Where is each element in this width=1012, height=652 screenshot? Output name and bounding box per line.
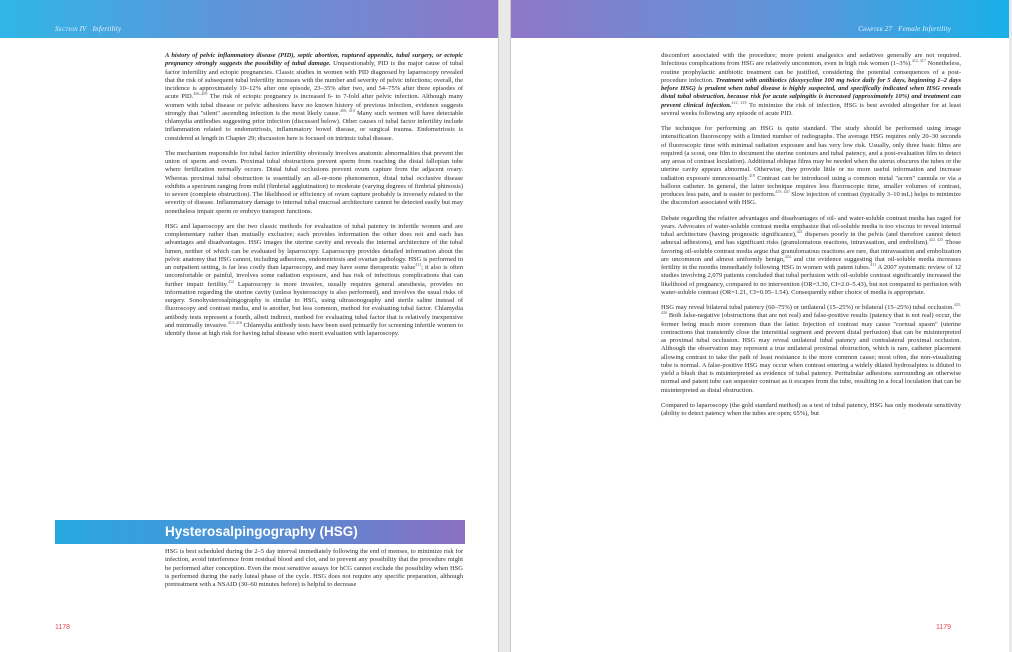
reference: 411 xyxy=(870,261,877,267)
section-label: Section IV xyxy=(55,25,87,33)
left-running-head xyxy=(55,25,121,33)
reference: 419, 420 xyxy=(775,188,790,194)
paragraph: Compared to laparoscopy (the gold standard method) as a test of tubal patency, HSG has only moderate sensitivity (ability to detect patency when the tubes are open; 65%), but xyxy=(661,401,961,417)
right-page xyxy=(510,0,1009,652)
right-running-head xyxy=(858,25,951,33)
reference: 412, 417 xyxy=(911,58,926,64)
page-number: 1179 xyxy=(935,624,951,631)
paragraph: The mechanism responsible for tubal factor infertility obviously involves anatomic abnormalities that prevent the union of sperm and ovum. Proximal tubal obstructions prevent sperm from reaching the distal fallopian tube where fertilization normally occurs. Distal tubal occlusions prevent ovum capture from the adjacent ovary. Whereas proximal tubal obstruction is essentially an all-or-none phenomenon, distal tubal occlusive disease exhibits a spectrum ranging from mild (fimbrial agglutination) to moderate (varying degrees of fimbrial phimosis) to severe (complete obstruction). The likelihood or efficiency of ovum capture probably is inversely related to the severity of disease. Inflammatory damage to internal tubal mucosal architecture cannot be detected easily but may nonetheless impair sperm or embryo transport functions. xyxy=(165,149,463,215)
paragraph: HSG is best scheduled during the 2–5 day interval immediately following the end of menses, to minimize risk for infection, avoid interference from residual blood and clot, and to prevent any possibility that the procedure might be performed after conception. Even the most sensitive assays for hCG cannot exclude the possibility when HSG is performed during the early luteal phase of the cycle. HSG does not require any specific preparation, although pretreatment with a NSAID (30–60 minutes before) is helpful to decrease xyxy=(165,548,463,588)
reference: 421 xyxy=(796,228,803,234)
paragraph: The technique for performing an HSG is quite standard. The study should be performed using image intensification fluoroscopy with a limited number of radiographs. The average HSG requires only 20–30 seconds of fluoroscopic time with minimal radiation exposure and has very low risk. Usually, only three basic films are required (a scout, one film to document the uterine contours and tubal patency, and a post-evaluation film to detect any areas of contrast loculation). Additional oblique films may be needed when the uterus obscures the tubes or the uterine cavity appears abnormal. Otherwise, they provide little or no more useful information and increase radiation exposure unnecessarily.$^{419}$ Contrast can be introduced using a common metal "acorn" cannula or via a balloon catheter. In general, the latter technique requires less fluoroscopic time, smaller volumes of contrast, produces less pain, and is easier to perform.$^{419, 420}$ Slow injection of contrast (typically 3–10 mL) helps to minimize the discomfort associated with HSG. xyxy=(661,125,962,207)
left-column-top xyxy=(165,52,463,338)
section-title: Infertility xyxy=(92,25,122,33)
reference: 425, 426 xyxy=(661,301,961,316)
paragraph: Debate regarding the relative advantages and disadvantages of oil- and water-soluble contrast media has raged for years. Advocates of water-soluble contrast media emphasize that oil-soluble media is too viscous to reveal internal tubal architecture (having prognostic significance),$^{421}$ disperses poorly in the pelvis (and therefore cannot detect adnexal adhesions), and has significant risks (granulomatous reactions, intravasation, and embolism).$^{422, 423}$ Those favoring oil-soluble contrast media argue that granulomatous reactions are rare, that intravasation and embolization are uncommon and almost uniformly benign,$^{424}$ and cite evidence suggesting that oil-soluble media increases fertility in the months immediately following HSG in women with patent tubes.$^{411}$ A 2007 systematic review of 12 studies involving 2,079 patients concluded that tubal perfusion with oil-soluble contrast significantly increased the likelihood of pregnancy, compared to no intervention (OR=3.30, CI=2.0–5.43), but not compared to perfusion with water-soluble contrast (OR=1.21, CI=0.95–1.54). Consequently either choice of media is appropriate. xyxy=(661,214,962,296)
section-heading-band xyxy=(55,520,465,544)
reference: 406–409 xyxy=(193,91,208,97)
left-page xyxy=(0,0,499,652)
right-column xyxy=(661,52,961,418)
chapter-title: Female Infertility xyxy=(898,25,951,33)
paragraph: A history of pelvic inflammatory disease (PID), septic abortion, ruptured appendix, tubal surgery, or ectopic pregnancy strongly suggests the possibility of tubal damage. Unquestionably, PID is the major cause of tubal factor infertility and ectopic pregnancies. Classic studies in women with PID diagnosed by laparoscopy revealed that the risk of subsequent tubal infertility increases with the number and severity of pelvic infections; overall, the incidence is approximately 10–12% after one episode, 23–35% after two, and 54–75% after three episodes of acute PID.$^{406-409}$ The risk of ectopic pregnancy is increased 6- to 7-fold after pelvic infection. Although many women with tubal disease or pelvic adhesions have no known history of previous infection, evidence suggests strongly that "silent" ascending infection is the most likely cause.$^{406, 410}$ Many such women will have detectable chlamydia antibodies suggesting prior infection (discussed below). Other causes of tubal factor infertility include inflammation related to endometriosis, inflammatory bowel disease, or surgical trauma. Endometriosis is considered at length in Chapter 29; discussion here is focused on intrinsic tubal disease. xyxy=(165,52,464,142)
section-heading: Hysterosalpingography (HSG) xyxy=(165,524,358,539)
reference: 419 xyxy=(748,172,755,178)
paragraph: HSG and laparoscopy are the two classic methods for evaluation of tubal patency in infertile women and are complementary rather than mutually exclusive; each provides information the other does not and each has advantages and disadvantages. HSG images the uterine cavity and reveals the internal architecture of the tubal lumen, neither of which can be evaluated by laparoscopy. Laparoscopy provides detailed information about the pelvic anatomy that HSG cannot, including adhesions, endometriosis and ovarian pathology. HSG is performed in an outpatient setting, is far less costly than laparoscopy, and may have some therapeutic value$^{411}$; it also is often uncomfortable or painful, involves some radiation exposure, and has risk of infectious complications that can further impair fertility.$^{412}$ Laparoscopy is more invasive, usually requires general anesthesia, provides no information regarding the uterine cavity (unless hysteroscopy is also performed), and involves the usual risks of surgery. Sonohysterosalpingography is similar to HSG, using ultrasonography and sterile saline instead of fluoroscopy and contrast media, and is another, but less common, method for evaluating tubal factor. Chlamydia antibody tests represent a fourth, albeit indirect, method for evaluating tubal factor that is relatively inexpensive and minimally invasive.$^{413-416}$ Chlamydia antibody tests have been used primarily for screening infertile women to identify those at high risk for having tubal disease who merit evaluation with laparoscopy. xyxy=(165,222,463,337)
reference: 424 xyxy=(784,253,791,259)
lead-sentence: A history of pelvic inflammatory disease (PID), septic abortion, ruptured appendix, tubal surgery, or ectopic pregnancy strongly suggests the possibility of tubal damage. xyxy=(165,52,463,68)
reference: 412, 418 xyxy=(731,99,747,105)
reference: 422, 423 xyxy=(928,237,944,243)
reference: 411 xyxy=(415,261,422,267)
left-column-bottom xyxy=(165,548,463,589)
reference: 413–416 xyxy=(227,319,242,325)
paragraph: discomfort associated with the procedure; more potent analgesics and sedatives generally are not required. Infectious complications from HSG are relatively uncommon, even in high risk women (1–3%).$^{412, 417}$ Nonetheless, routine prophylactic antibiotic treatment can be justified, considering the potential consequences of a post-procedure infection. Treatment with antibiotics (doxycycline 100 mg twice daily for 5 days, beginning 1–2 days before HSG) is prudent when tubal disease is highly suspected, and specifically indicated when HSG reveals distal tubal obstruction, because risk for acute salpingitis is increased (approximately 10%) and treatment can prevent clinical infection.$^{412, 418}$ To minimize the risk of infection, HSG is best avoided altogether for at least several weeks following any episode of acute PID. xyxy=(661,52,962,117)
paragraph: HSG may reveal bilateral tubal patency (60–75%) or unilateral (15–25%) or bilateral (15–25%) tubal occlusion.$^{425, 426}$ Both false-negative (obstructions that are not real) and false-positive results (patency that is not real) occur, the former being much more common than the latter. Injection of contrast may cause "cornual spasm" (uterine contractions that transiently close the interstitial segment and prevent distal perfusion) that can be misinterpreted as proximal tubal occlusion. HSG may reveal unilateral tubal patency and contralateral proximal occlusion. Although the observation may represent a true unilateral proximal obstruction, which is rare, catheter placement allowing contrast to take the path of least resistance is the more common cause; most often, the non-visualizing tube is normal. A false-positive HSG may occur when contrast entering a widely dilated hydrosalpinx is diluted to yield a blush that is misinterpreted as evidence of tubal patency. Peritubular adhesions surrounding an otherwise normal and patent tube can sequester contrast as it escapes from the tube, resulting in a focal loculation that can be misinterpreted as distal obstruction. xyxy=(661,301,961,394)
chapter-label: Chapter 27 xyxy=(858,25,893,33)
right-header-bar xyxy=(511,0,1009,38)
reference: 406, 410 xyxy=(340,107,355,113)
page-number: 1178 xyxy=(55,624,71,631)
left-header-bar xyxy=(0,0,498,38)
key-recommendation: Treatment with antibiotics (doxycycline 100 mg twice daily for 5 days, beginning 1–2 days before HSG) is prudent when tubal disease is highly suspected, and specifically indicated when HSG reveals distal tubal obstruction, because risk for acute salpingitis is increased (approximately 10%) and treatment can prevent clinical infection. xyxy=(661,76,961,109)
reference: 412 xyxy=(228,278,235,284)
